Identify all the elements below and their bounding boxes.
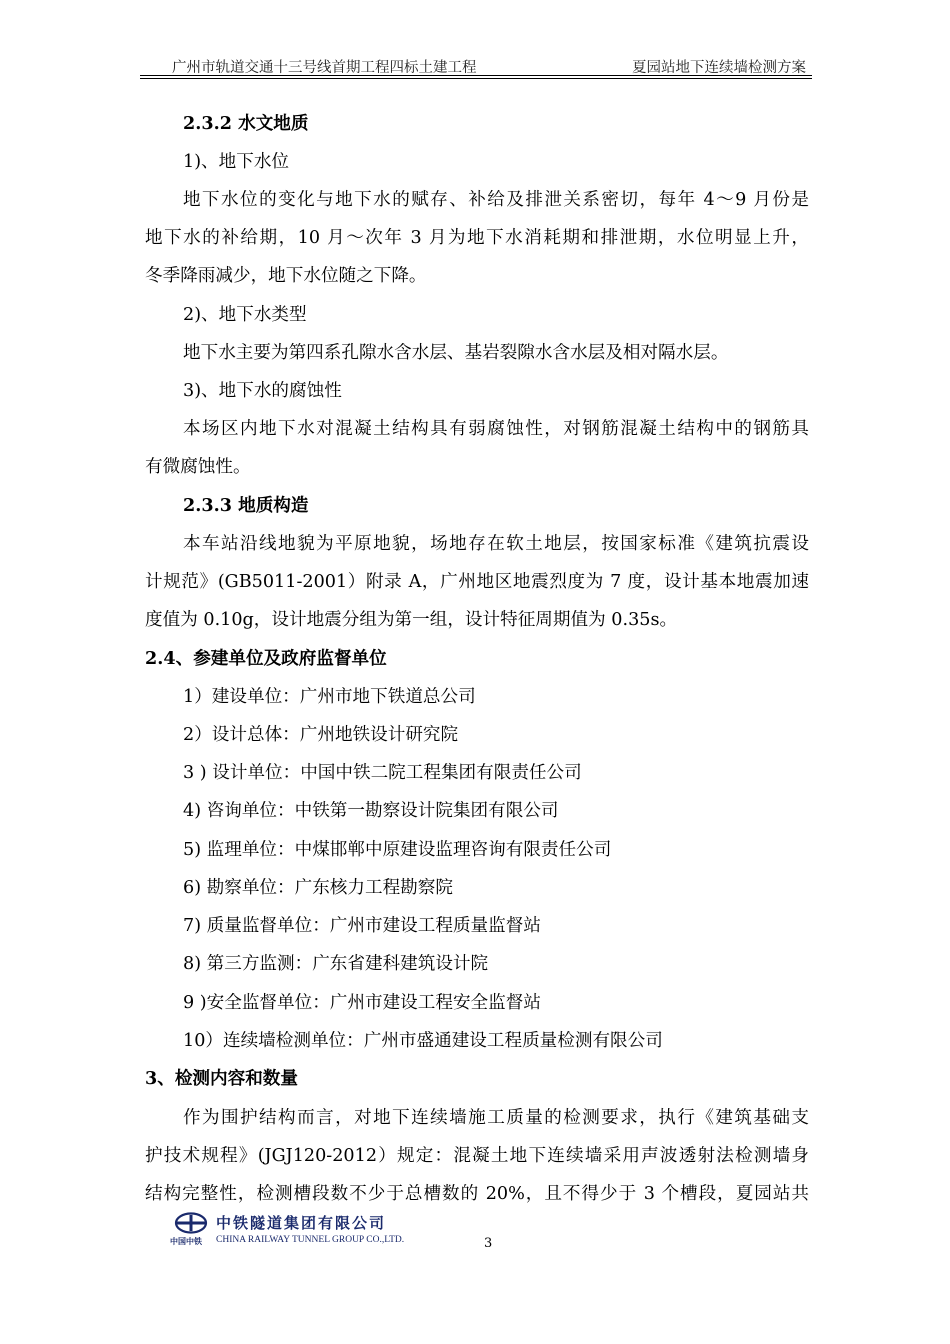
paragraph-line: 地下水的补给期，10 月～次年 3 月为地下水消耗期和排泄期，水位明显上升， — [145, 228, 809, 248]
paragraph-line: 冬季降雨减少，地下水位随之下降。 — [145, 266, 427, 286]
company-name-cn: 中铁隧道集团有限公司 — [216, 1214, 387, 1232]
list-item: 5) 监理单位：中煤邯郸中原建设监理咨询有限责任公司 — [183, 840, 612, 860]
list-item: 10）连续墙检测单位：广州市盛通建设工程质量检测有限公司 — [183, 1031, 663, 1051]
paragraph-line: 度值为 0.10g，设计地震分组为第一组，设计特征周期值为 0.35s。 — [145, 610, 678, 630]
page-number: 3 — [484, 1236, 493, 1251]
company-parent-label: 中国中铁 — [170, 1237, 202, 1246]
crtg-logo-icon — [174, 1212, 208, 1234]
paragraph-line: 作为围护结构而言，对地下连续墙施工质量的检测要求，执行《建筑基础支 — [183, 1108, 809, 1128]
subheading-groundwater-type: 2)、地下水类型 — [183, 305, 307, 325]
paragraph-line: 地下水位的变化与地下水的赋存、补给及排泄关系密切，每年 4～9 月份是 — [183, 190, 809, 210]
list-item: 4) 咨询单位：中铁第一勘察设计院集团有限公司 — [183, 801, 559, 821]
paragraph-line: 本车站沿线地貌为平原地貌，场地存在软土地层，按国家标准《建筑抗震设 — [183, 534, 809, 554]
section-heading-2-4: 2.4、参建单位及政府监督单位 — [145, 648, 387, 669]
paragraph-line: 计规范》(GB5011-2001）附录 A，广州地区地震烈度为 7 度，设计基本地震加速 — [145, 572, 809, 592]
page-header — [140, 52, 812, 74]
header-rule — [140, 75, 812, 76]
header-project-title: 广州市轨道交通十三号线首期工程四标土建工程 — [172, 60, 477, 76]
section-heading-2-3-3: 2.3.3 地质构造 — [183, 495, 309, 516]
header-rule-thin — [140, 78, 812, 79]
list-item: 3 ) 设计单位：中国中铁二院工程集团有限责任公司 — [183, 763, 582, 783]
list-item: 7) 质量监督单位：广州市建设工程质量监督站 — [183, 916, 541, 936]
section-heading-3: 3、检测内容和数量 — [145, 1068, 298, 1089]
subheading-groundwater-level: 1)、地下水位 — [183, 152, 290, 172]
list-item: 2）设计总体：广州地铁设计研究院 — [183, 725, 459, 745]
paragraph-line: 护技术规程》(JGJ120-2012）规定：混凝土地下连续墙采用声波透射法检测墙身 — [145, 1146, 809, 1166]
list-item: 6) 勘察单位：广东核力工程勘察院 — [183, 878, 453, 898]
list-item: 9 )安全监督单位：广州市建设工程安全监督站 — [183, 993, 541, 1013]
header-document-title: 夏园站地下连续墙检测方案 — [632, 60, 806, 76]
paragraph-line: 结构完整性，检测槽段数不少于总槽数的 20%，且不得少于 3 个槽段，夏园站共 — [145, 1184, 809, 1204]
paragraph-line: 有微腐蚀性。 — [145, 457, 251, 477]
section-heading-2-3-2: 2.3.2 水文地质 — [183, 113, 309, 134]
subheading-groundwater-corrosion: 3)、地下水的腐蚀性 — [183, 381, 342, 401]
company-name-en: CHINA RAILWAY TUNNEL GROUP CO.,LTD. — [216, 1235, 405, 1245]
company-logo — [170, 1210, 410, 1250]
paragraph-line: 地下水主要为第四系孔隙水含水层、基岩裂隙水含水层及相对隔水层。 — [183, 343, 729, 363]
list-item: 1）建设单位：广州市地下铁道总公司 — [183, 687, 476, 707]
list-item: 8) 第三方监测：广东省建科建筑设计院 — [183, 954, 489, 974]
paragraph-line: 本场区内地下水对混凝土结构具有弱腐蚀性，对钢筋混凝土结构中的钢筋具 — [183, 419, 809, 439]
